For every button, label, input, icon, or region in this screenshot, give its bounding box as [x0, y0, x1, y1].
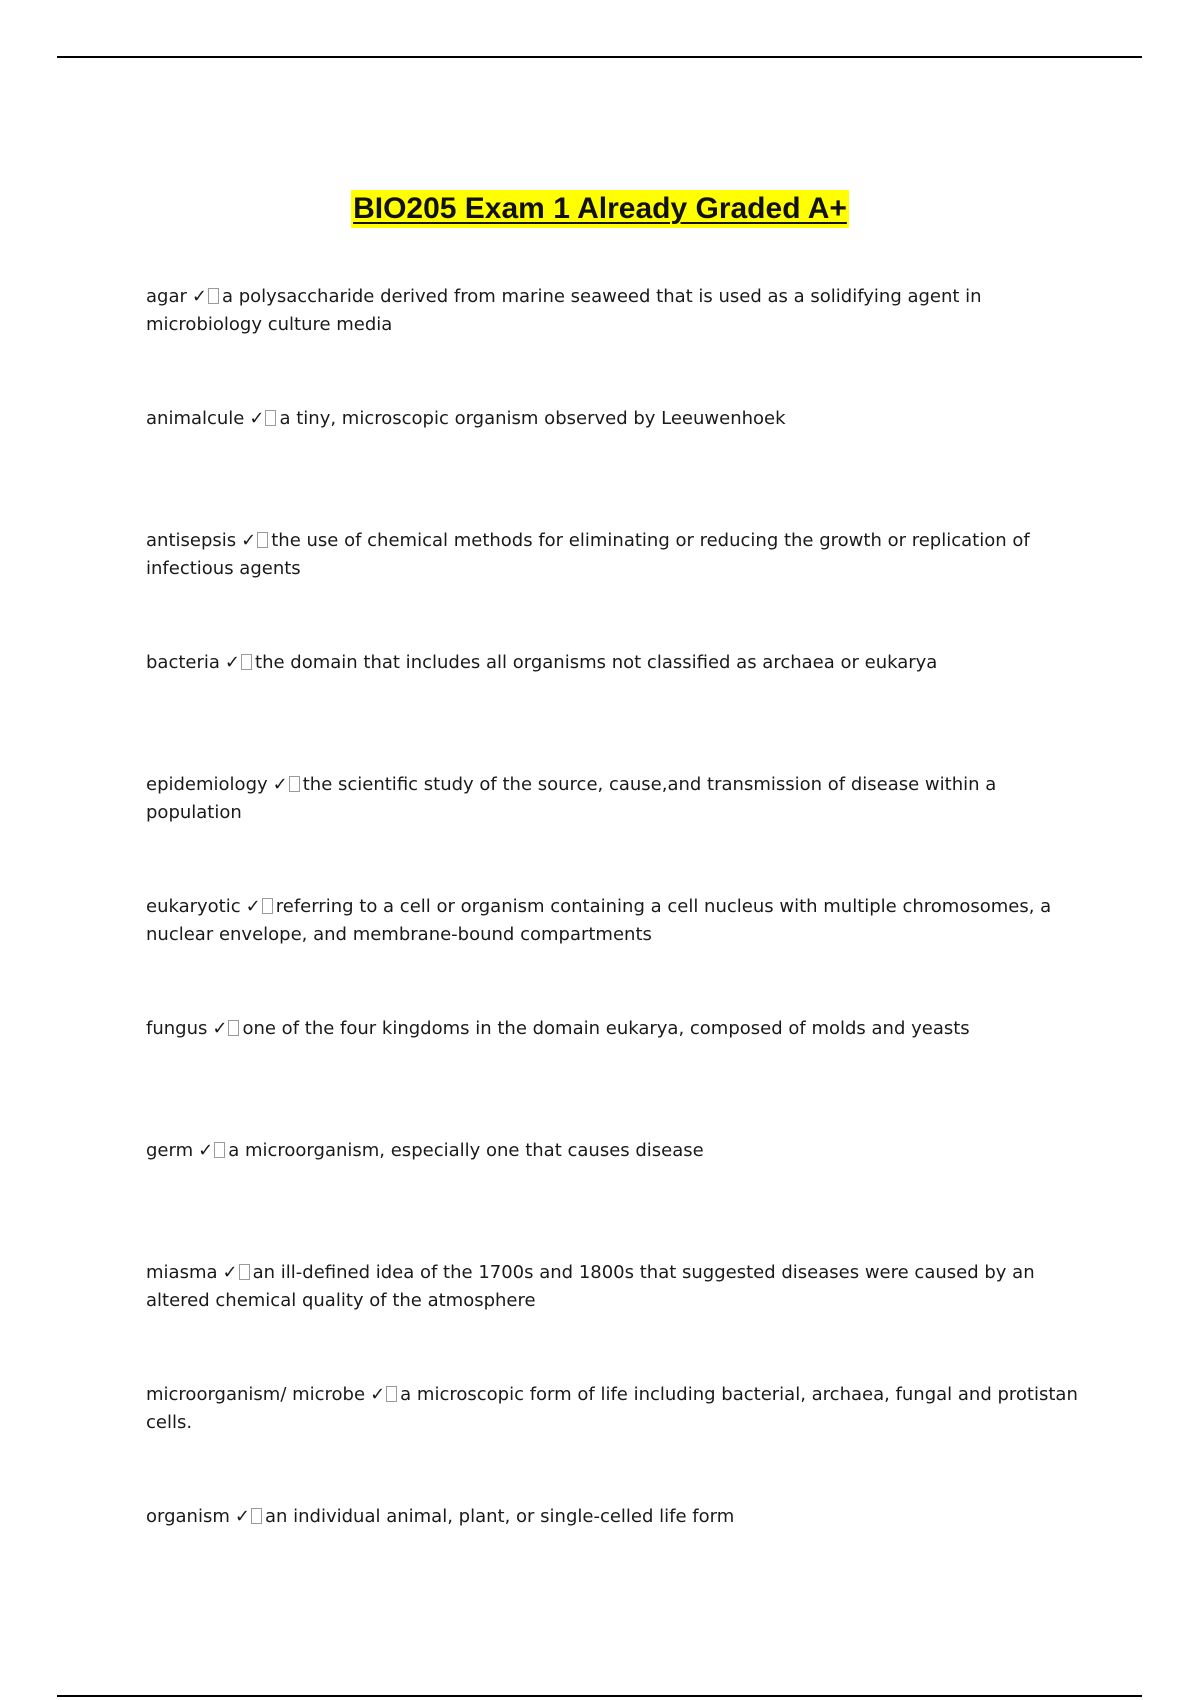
term-word: agar	[146, 286, 187, 307]
checkmark-icon: ✓	[241, 530, 257, 551]
checkmark-icon: ✓	[370, 1384, 386, 1405]
term-definition: the domain that includes all organisms not classified as archaea or eukarya	[255, 652, 938, 673]
term-definition: the use of chemical methods for eliminating or reducing the growth or replication of infectious agents	[146, 530, 1030, 579]
checkmark-icon: ✓	[224, 652, 241, 673]
checkmark-icon: ✓	[222, 1262, 238, 1283]
checkmark-icon: ✓	[272, 774, 288, 795]
term-word: epidemiology	[146, 774, 268, 795]
term-word: organism	[146, 1506, 230, 1527]
missing-glyph-box-icon	[208, 288, 219, 304]
term-entry	[146, 1137, 1096, 1259]
term-word: antisepsis	[146, 530, 237, 551]
checkmark-icon: ✓	[212, 1018, 228, 1039]
missing-glyph-box-icon	[289, 776, 300, 792]
term-definition: a polysaccharide derived from marine seaweed that is used as a solidifying agent in microbiology culture media	[146, 286, 982, 335]
missing-glyph-box-icon	[251, 1508, 262, 1524]
term-entry	[146, 1259, 1096, 1381]
document-title: BIO205 Exam 1 Already Graded A+	[351, 190, 849, 228]
term-definition: a tiny, microscopic organism observed by Leeuwenhoek	[279, 408, 786, 429]
checkmark-icon: ✓	[198, 1140, 214, 1161]
checkmark-icon: ✓	[191, 286, 207, 307]
term-definition: an ill-defined idea of the 1700s and 1800s that suggested diseases were caused by an altered chemical quality of the atmosphere	[146, 1262, 1035, 1311]
checkmark-icon: ✓	[245, 896, 261, 917]
bottom-rule	[57, 1695, 1142, 1697]
term-definition: a microorganism, especially one that causes disease	[228, 1140, 704, 1161]
term-entry	[146, 1381, 1096, 1503]
missing-glyph-box-icon	[239, 1264, 250, 1280]
term-word: miasma	[146, 1262, 218, 1283]
term-entry	[146, 893, 1096, 1015]
missing-glyph-box-icon	[265, 410, 276, 426]
term-word: germ	[146, 1140, 194, 1161]
term-definition: a microscopic form of life including bacterial, archaea, fungal and protistan cells.	[146, 1384, 1078, 1433]
missing-glyph-box-icon	[228, 1020, 239, 1036]
checkmark-icon: ✓	[249, 408, 265, 429]
missing-glyph-box-icon	[262, 898, 273, 914]
term-entry	[146, 283, 1096, 405]
missing-glyph-box-icon	[241, 654, 252, 670]
title-area	[0, 190, 1200, 228]
term-word: fungus	[146, 1018, 208, 1039]
term-definition: an individual animal, plant, or single-celled life form	[264, 1506, 735, 1527]
term-entry	[146, 1503, 1096, 1625]
term-word: eukaryotic	[146, 896, 241, 917]
missing-glyph-box-icon	[214, 1142, 225, 1158]
term-definition: the scientific study of the source, cause,and transmission of disease within a population	[146, 774, 997, 823]
term-entry	[146, 527, 1096, 649]
term-word: animalcule	[146, 408, 245, 429]
term-entry	[146, 1015, 1096, 1137]
term-list	[146, 283, 1096, 1625]
term-word: microorganism/ microbe	[146, 1384, 366, 1405]
term-entry	[146, 771, 1096, 893]
term-word: bacteria	[146, 652, 220, 673]
checkmark-icon: ✓	[234, 1506, 250, 1527]
missing-glyph-box-icon	[257, 532, 268, 548]
term-entry	[146, 405, 1096, 527]
term-definition: one of the four kingdoms in the domain eukarya, composed of molds and yeasts	[242, 1018, 970, 1039]
top-rule	[57, 56, 1142, 58]
missing-glyph-box-icon	[386, 1386, 397, 1402]
term-definition: referring to a cell or organism containing a cell nucleus with multiple chromosomes, a nuclear envelope, and membrane-bound compartments	[146, 896, 1052, 945]
term-entry	[146, 649, 1096, 771]
